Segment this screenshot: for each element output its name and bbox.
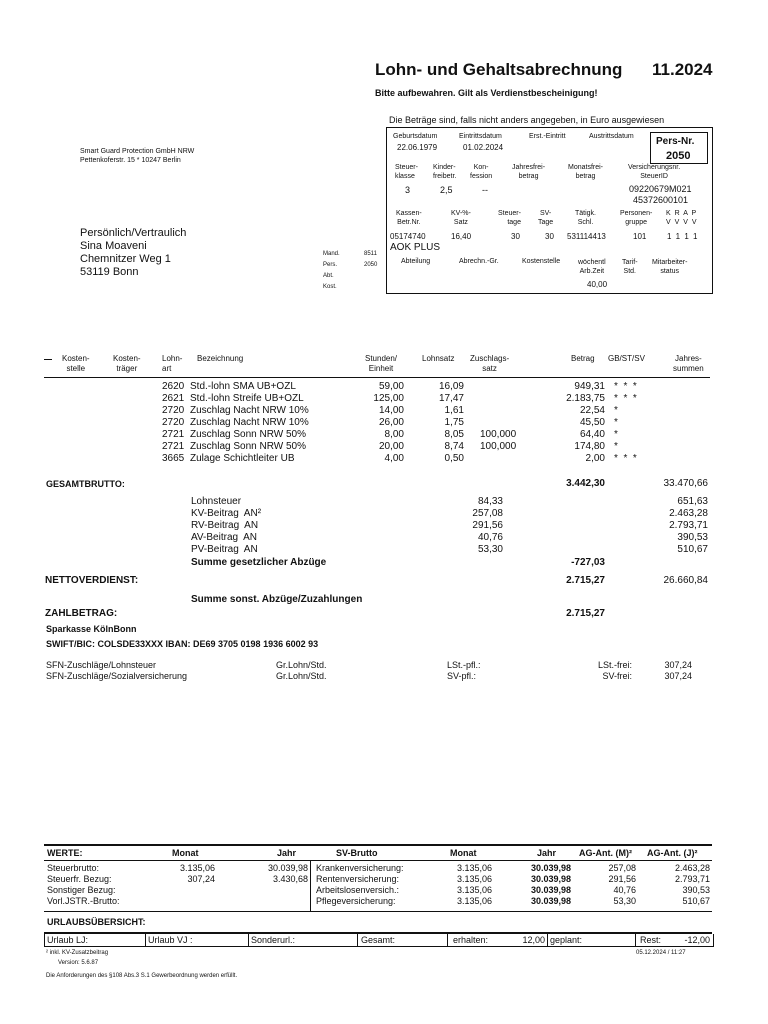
row-rate: 16,09 bbox=[438, 381, 464, 392]
footnote-kv: ² inkl. KV-Zusatzbeitrag bbox=[46, 950, 109, 956]
krap-value: 1 1 1 1 bbox=[667, 232, 699, 241]
activity-key-value: 531114413 bbox=[567, 232, 606, 241]
vacation-planned-label: geplant: bbox=[550, 935, 583, 945]
werte-sv-label: Arbeitslosenversich.: bbox=[316, 885, 400, 895]
version: Version: 5.6.87 bbox=[58, 960, 99, 966]
sfn-liable: LSt.-pfl.: bbox=[447, 660, 481, 670]
deduction-label: PV-Beitrag AN bbox=[191, 544, 258, 555]
row-wage-type: 2620 bbox=[162, 381, 185, 392]
entry-label: Eintrittsdatum bbox=[459, 133, 502, 140]
tax-id: 45372600101 bbox=[633, 195, 689, 205]
row-hours: 20,00 bbox=[378, 441, 404, 452]
werte-sv-year: 30.039,98 bbox=[530, 874, 571, 884]
vacation-rest-value: -12,00 bbox=[684, 935, 710, 945]
entry-value: 01.02.2024 bbox=[463, 143, 504, 152]
row-rate: 1,75 bbox=[444, 417, 464, 428]
werte-col-employer-year: AG-Ant. (J)² bbox=[647, 848, 698, 858]
row-amount: 64,40 bbox=[579, 429, 605, 440]
row-amount: 2.183,75 bbox=[566, 393, 605, 404]
meta-label-kost: Kost. bbox=[323, 284, 337, 290]
werte-left-label: Vorl.JSTR.-Brutto: bbox=[47, 896, 120, 906]
birth-value: 22.06.1979 bbox=[397, 143, 438, 152]
werte-sv-month: 3.135,06 bbox=[456, 874, 492, 884]
werte-col-month: Monat bbox=[172, 848, 199, 858]
werte-sv-label: Rentenversicherung: bbox=[316, 874, 400, 884]
vacation-div-1 bbox=[145, 934, 146, 946]
statutory-deductions-sum: -727,03 bbox=[571, 557, 605, 568]
werte-employer-month: 40,76 bbox=[613, 885, 636, 895]
kv-rate-value: 16,40 bbox=[451, 232, 472, 241]
werte-col-month2: Monat bbox=[450, 848, 477, 858]
werte-sv-year: 30.039,98 bbox=[530, 863, 571, 873]
row-amount: 174,80 bbox=[574, 441, 605, 452]
gross-value: 3.442,30 bbox=[566, 478, 605, 489]
employer-address: Pettenkoferstr. 15 * 10247 Berlin bbox=[80, 157, 181, 164]
werte-left-year: 30.039,98 bbox=[267, 863, 308, 873]
werte-sv-label: Pflegeversicherung: bbox=[316, 896, 396, 906]
werte-sv-month: 3.135,06 bbox=[456, 863, 492, 873]
deduction-year: 651,63 bbox=[677, 496, 708, 507]
sfn-gross: Gr.Lohn/Std. bbox=[276, 671, 327, 681]
row-description: Zuschlag Nacht NRW 10% bbox=[190, 405, 309, 416]
header-dash bbox=[44, 359, 52, 360]
vacation-special-label: Sonderurl.: bbox=[251, 935, 296, 945]
werte-divider bbox=[310, 860, 311, 911]
pers-nr-value: 2050 bbox=[666, 150, 691, 162]
activity-key-label: Tätigk. Schl. bbox=[575, 210, 597, 226]
table-header-rule bbox=[44, 377, 710, 378]
col-amount: Betrag bbox=[571, 354, 595, 363]
kv-rate-label: KV-%- Satz bbox=[451, 210, 471, 226]
werte-left-label: Steuerbrutto: bbox=[47, 863, 100, 873]
tax-class-value: 3 bbox=[405, 185, 411, 195]
col-year-totals: Jahres- summen bbox=[673, 354, 704, 373]
tax-class-label: Steuer- klasse bbox=[395, 164, 418, 180]
row-rate: 8,74 bbox=[444, 441, 464, 452]
werte-left-month: 3.135,06 bbox=[179, 863, 215, 873]
tariff-hours-label: Tarif- Std. bbox=[622, 259, 638, 275]
bank-name: Sparkasse KölnBonn bbox=[46, 624, 137, 634]
recipient-city: 53119 Bonn bbox=[80, 266, 139, 278]
row-hours: 26,00 bbox=[378, 417, 404, 428]
vacation-taken-label: erhalten: bbox=[453, 935, 489, 945]
col-rate: Lohnsatz bbox=[422, 354, 455, 363]
vacation-rest-label: Rest: bbox=[640, 935, 662, 945]
werte-header-rule bbox=[44, 860, 712, 861]
row-flags: * * * bbox=[614, 393, 637, 404]
document-title: Lohn- und Gehaltsabrechnung bbox=[375, 60, 623, 79]
werte-sv-year: 30.039,98 bbox=[530, 885, 571, 895]
werte-col-employer-month: AG-Ant. (M)² bbox=[579, 848, 632, 858]
sfn-free: LSt.-frei: bbox=[597, 660, 632, 670]
vacation-taken-value: 12,00 bbox=[522, 935, 545, 945]
vacation-vj-label: Urlaub VJ : bbox=[148, 935, 193, 945]
vacation-div-5 bbox=[547, 934, 548, 946]
vacation-div-6 bbox=[635, 934, 636, 946]
row-wage-type: 2621 bbox=[162, 393, 185, 404]
health-fund-value: 05174740 bbox=[390, 232, 426, 241]
exit-label: Austrittsdatum bbox=[589, 133, 634, 140]
row-wage-type: 3665 bbox=[162, 453, 185, 464]
row-flags: * * * bbox=[614, 381, 637, 392]
row-surcharge: 100,000 bbox=[480, 441, 517, 452]
vacation-title: URLAUBSÜBERSICHT: bbox=[47, 917, 146, 927]
werte-col-sv-gross: SV-Brutto bbox=[336, 848, 378, 858]
net-value: 2.715,27 bbox=[566, 575, 605, 586]
weekly-hours-label: wöchentl Arb.Zeit bbox=[578, 259, 606, 275]
amounts-note: Die Beträge sind, falls nicht anders angegeben, in Euro ausgewiesen bbox=[389, 115, 665, 125]
werte-left-label: Sonstiger Bezug: bbox=[47, 885, 116, 895]
deduction-label: AV-Beitrag AN bbox=[191, 532, 257, 543]
legal-note: Die Anforderungen des §108 Abs.3 S.1 Gewerbeordnung werden erfüllt. bbox=[46, 973, 238, 979]
krap-label: K R A P V V V V bbox=[666, 210, 698, 226]
gross-year: 33.470,66 bbox=[663, 478, 708, 489]
billing-group-label: Abrechn.-Gr. bbox=[459, 258, 499, 265]
col-flags: GB/ST/SV bbox=[608, 354, 645, 363]
meta-label-pers: Pers. bbox=[323, 262, 338, 268]
tax-days-label: Steuer- tage bbox=[498, 210, 521, 226]
row-rate: 0,50 bbox=[444, 453, 464, 464]
werte-employer-year: 2.463,28 bbox=[674, 863, 710, 873]
vacation-div-2 bbox=[248, 934, 249, 946]
bank-iban: SWIFT/BIC: COLSDE33XXX IBAN: DE69 3705 0198 1936 6002 93 bbox=[46, 639, 319, 649]
werte-label: WERTE: bbox=[47, 848, 83, 858]
werte-sv-year: 30.039,98 bbox=[530, 896, 571, 906]
payout-label: ZAHLBETRAG: bbox=[45, 608, 118, 619]
vacation-div-4 bbox=[447, 934, 448, 946]
recipient-name: Sina Moaveni bbox=[80, 240, 147, 252]
weekly-hours-value: 40,00 bbox=[587, 280, 608, 289]
row-description: Zulage Schichtleiter UB bbox=[190, 453, 295, 464]
row-wage-type: 2720 bbox=[162, 417, 185, 428]
werte-employer-month: 257,08 bbox=[608, 863, 636, 873]
child-allowance-value: 2,5 bbox=[440, 185, 453, 195]
deduction-year: 2.793,71 bbox=[669, 520, 708, 531]
deduction-label: Lohnsteuer bbox=[191, 496, 242, 507]
meta-value-pers: 2050 bbox=[364, 262, 378, 268]
tax-days-value: 30 bbox=[511, 232, 520, 241]
deduction-year: 510,67 bbox=[677, 544, 708, 555]
cost-center-label: Kostenstelle bbox=[522, 258, 561, 265]
col-cost-unit: Kosten- träger bbox=[113, 354, 141, 373]
health-fund-name: AOK PLUS bbox=[390, 242, 441, 253]
recipient-street: Chemnitzer Weg 1 bbox=[80, 253, 171, 265]
col-cost-center: Kosten- stelle bbox=[62, 354, 90, 373]
row-hours: 4,00 bbox=[384, 453, 404, 464]
row-rate: 1,61 bbox=[444, 405, 464, 416]
werte-sv-month: 3.135,06 bbox=[456, 885, 492, 895]
werte-left-label: Steuerfr. Bezug: bbox=[47, 874, 112, 884]
row-surcharge: 100,000 bbox=[480, 429, 517, 440]
werte-sv-month: 3.135,06 bbox=[456, 896, 492, 906]
col-hours: Stunden/ Einheit bbox=[365, 354, 398, 373]
birth-label: Geburtsdatum bbox=[393, 133, 438, 140]
werte-bottom-rule bbox=[44, 911, 712, 912]
col-surcharge: Zuschlags- satz bbox=[470, 354, 510, 373]
row-amount: 45,50 bbox=[579, 417, 605, 428]
deduction-year: 2.463,28 bbox=[669, 508, 708, 519]
row-flags: * bbox=[614, 405, 618, 416]
sfn-value: 307,24 bbox=[664, 671, 692, 681]
subtitle: Bitte aufbewahren. Gilt als Verdienstbescheinigung! bbox=[375, 88, 598, 98]
row-amount: 949,31 bbox=[574, 381, 605, 392]
col-description: Bezeichnung bbox=[197, 354, 244, 363]
net-year: 26.660,84 bbox=[663, 575, 708, 586]
health-fund-label: Kassen- Betr.Nr. bbox=[396, 210, 422, 226]
werte-col-year: Jahr bbox=[277, 848, 297, 858]
row-wage-type: 2721 bbox=[162, 441, 185, 452]
deduction-value: 84,33 bbox=[477, 496, 503, 507]
werte-left-month: 307,24 bbox=[187, 874, 215, 884]
deduction-value: 291,56 bbox=[472, 520, 503, 531]
deduction-year: 390,53 bbox=[677, 532, 708, 543]
net-label: NETTOVERDIENST: bbox=[45, 575, 139, 586]
sv-days-value: 30 bbox=[545, 232, 554, 241]
werte-employer-month: 53,30 bbox=[613, 896, 636, 906]
vacation-div-3 bbox=[357, 934, 358, 946]
row-description: Zuschlag Sonn NRW 50% bbox=[190, 441, 306, 452]
row-hours: 8,00 bbox=[384, 429, 404, 440]
werte-col-year2: Jahr bbox=[537, 848, 557, 858]
row-description: Zuschlag Sonn NRW 50% bbox=[190, 429, 306, 440]
other-deductions-label: Summe sonst. Abzüge/Zuzahlungen bbox=[191, 594, 363, 605]
deduction-value: 257,08 bbox=[472, 508, 503, 519]
sfn-value: 307,24 bbox=[664, 660, 692, 670]
payout-value: 2.715,27 bbox=[566, 608, 605, 619]
row-rate: 17,47 bbox=[438, 393, 464, 404]
sfn-liable: SV-pfl.: bbox=[447, 671, 477, 681]
vacation-lj-label: Urlaub LJ: bbox=[47, 935, 89, 945]
confidential-label: Persönlich/Vertraulich bbox=[80, 227, 187, 239]
sfn-free: SV-frei: bbox=[602, 671, 632, 681]
row-hours: 59,00 bbox=[378, 381, 404, 392]
row-description: Std.-lohn SMA UB+OZL bbox=[190, 381, 296, 392]
row-rate: 8,05 bbox=[444, 429, 464, 440]
person-group-value: 101 bbox=[633, 232, 647, 241]
confession-value: -- bbox=[482, 185, 488, 195]
annual-allowance-label: Jahresfrei- betrag bbox=[512, 164, 546, 180]
row-hours: 14,00 bbox=[378, 405, 404, 416]
department-label: Abteilung bbox=[401, 258, 431, 265]
row-flags: * bbox=[614, 441, 618, 452]
employee-status-label: Mitarbeiter- status bbox=[652, 259, 688, 275]
gross-label: GESAMTBRUTTO: bbox=[46, 479, 125, 489]
row-flags: * * * bbox=[614, 453, 637, 464]
period: 11.2024 bbox=[652, 60, 713, 79]
deduction-value: 40,76 bbox=[477, 532, 503, 543]
row-description: Std.-lohn Streife UB+OZL bbox=[190, 393, 304, 404]
meta-label-abt: Abt. bbox=[323, 273, 334, 279]
werte-employer-year: 510,67 bbox=[682, 896, 710, 906]
first-entry-label: Erst.-Eintritt bbox=[529, 133, 566, 140]
print-timestamp: 05.12.2024 / 11:27 bbox=[636, 950, 686, 956]
col-wage-type: Lohn- art bbox=[162, 354, 183, 373]
deduction-label: KV-Beitrag AN² bbox=[191, 508, 262, 519]
werte-top-rule bbox=[44, 844, 712, 846]
row-wage-type: 2720 bbox=[162, 405, 185, 416]
sfn-label: SFN-Zuschläge/Sozialversicherung bbox=[46, 671, 188, 681]
insurance-number: 09220679M021 bbox=[629, 184, 692, 194]
row-hours: 125,00 bbox=[373, 393, 404, 404]
werte-employer-year: 2.793,71 bbox=[674, 874, 710, 884]
werte-employer-month: 291,56 bbox=[608, 874, 636, 884]
deduction-label: RV-Beitrag AN bbox=[191, 520, 259, 531]
person-group-label: Personen- gruppe bbox=[620, 210, 653, 226]
pers-nr-label: Pers-Nr. bbox=[656, 136, 695, 147]
meta-value-mand: 8511 bbox=[364, 251, 377, 257]
statutory-deductions-label: Summe gesetzlicher Abzüge bbox=[191, 557, 327, 568]
deduction-value: 53,30 bbox=[477, 544, 503, 555]
sv-days-label: SV- Tage bbox=[538, 210, 554, 226]
vacation-total-label: Gesamt: bbox=[361, 935, 396, 945]
row-flags: * bbox=[614, 429, 618, 440]
werte-left-year: 3.430,68 bbox=[272, 874, 308, 884]
row-amount: 22,54 bbox=[579, 405, 605, 416]
werte-employer-year: 390,53 bbox=[682, 885, 710, 895]
sfn-gross: Gr.Lohn/Std. bbox=[276, 660, 327, 670]
child-allowance-label: Kinder- freibetr. bbox=[433, 164, 457, 180]
sfn-label: SFN-Zuschläge/Lohnsteuer bbox=[46, 660, 157, 670]
row-wage-type: 2721 bbox=[162, 429, 185, 440]
meta-label-mand: Mand. bbox=[323, 251, 340, 257]
werte-sv-label: Krankenversicherung: bbox=[316, 863, 404, 873]
employer-name: Smart Guard Protection GmbH NRW bbox=[80, 148, 195, 155]
row-description: Zuschlag Nacht NRW 10% bbox=[190, 417, 309, 428]
confession-label: Kon- fession bbox=[470, 164, 493, 180]
row-amount: 2,00 bbox=[585, 453, 605, 464]
insurance-label: Versicherungsnr. SteuerID bbox=[628, 164, 681, 180]
row-flags: * bbox=[614, 417, 618, 428]
monthly-allowance-label: Monatsfrei- betrag bbox=[568, 164, 604, 180]
